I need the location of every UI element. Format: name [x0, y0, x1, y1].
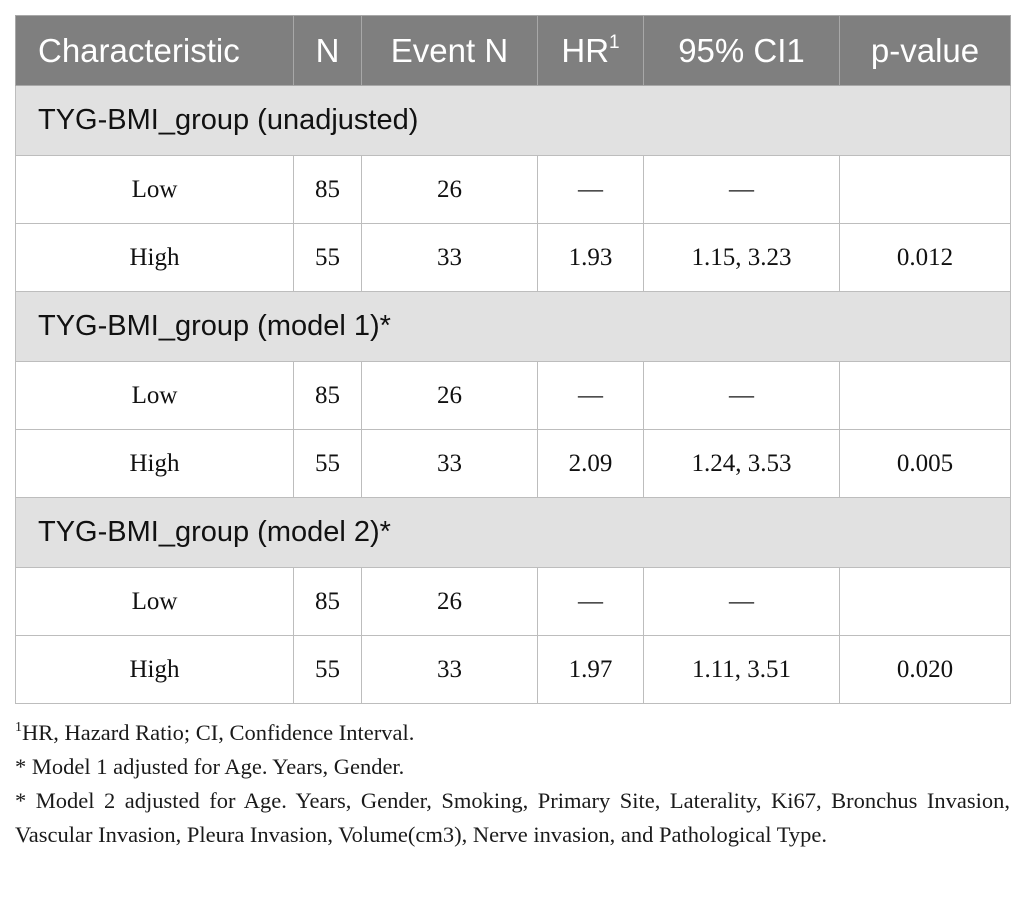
- header-n: N: [294, 16, 362, 86]
- group-label: TYG-BMI_group (model 2)*: [16, 498, 1011, 568]
- header-hr: [538, 16, 644, 86]
- cell-event-n: 26: [362, 156, 538, 224]
- cell-characteristic: High: [16, 430, 294, 498]
- cell-event-n: 33: [362, 430, 538, 498]
- group-row-model-2: [16, 498, 1011, 568]
- cell-n: 85: [294, 156, 362, 224]
- cell-n: 55: [294, 224, 362, 292]
- cell-p-value: [840, 156, 1011, 224]
- table-footnotes: [15, 716, 1010, 852]
- cell-p-value: 0.012: [840, 224, 1011, 292]
- header-p-value: p-value: [840, 16, 1011, 86]
- header-hr-label: HR: [561, 31, 610, 69]
- cell-p-value: [840, 362, 1011, 430]
- cell-event-n: 26: [362, 362, 538, 430]
- cell-p-value: [840, 568, 1011, 636]
- footnote-1-text: HR, Hazard Ratio; CI, Confidence Interval.: [22, 720, 415, 745]
- cell-n: 85: [294, 362, 362, 430]
- cell-n: 85: [294, 568, 362, 636]
- cell-n: 55: [294, 636, 362, 704]
- cell-ci: —: [644, 362, 840, 430]
- cell-event-n: 33: [362, 636, 538, 704]
- group-row-model-1: [16, 292, 1011, 362]
- footnote-1: [15, 716, 1010, 750]
- footnote-2: * Model 1 adjusted for Age. Years, Gender.: [15, 754, 405, 779]
- cell-hr: 1.97: [538, 636, 644, 704]
- cell-hr: 1.93: [538, 224, 644, 292]
- table-row: [16, 430, 1011, 498]
- cell-characteristic: Low: [16, 568, 294, 636]
- cell-ci: 1.15, 3.23: [644, 224, 840, 292]
- table-row: [16, 156, 1011, 224]
- header-characteristic: Characteristic: [16, 16, 294, 86]
- group-label: TYG-BMI_group (unadjusted): [16, 86, 1011, 156]
- cell-ci: 1.11, 3.51: [644, 636, 840, 704]
- group-row-unadjusted: [16, 86, 1011, 156]
- cell-hr: —: [538, 362, 644, 430]
- cell-event-n: 26: [362, 568, 538, 636]
- cell-hr: —: [538, 568, 644, 636]
- footnote-1-marker: 1: [15, 720, 22, 735]
- table-row: [16, 636, 1011, 704]
- table-row: [16, 224, 1011, 292]
- cell-characteristic: Low: [16, 362, 294, 430]
- cell-hr: 2.09: [538, 430, 644, 498]
- cell-ci: —: [644, 568, 840, 636]
- cell-p-value: 0.005: [840, 430, 1011, 498]
- cell-ci: 1.24, 3.53: [644, 430, 840, 498]
- cell-hr: —: [538, 156, 644, 224]
- cell-characteristic: High: [16, 636, 294, 704]
- cell-characteristic: High: [16, 224, 294, 292]
- table-row: [16, 362, 1011, 430]
- header-row: [16, 16, 1011, 86]
- cell-n: 55: [294, 430, 362, 498]
- cell-characteristic: Low: [16, 156, 294, 224]
- cell-p-value: 0.020: [840, 636, 1011, 704]
- results-table-container: [15, 15, 1010, 852]
- header-hr-footnote-marker: 1: [609, 31, 620, 53]
- hazard-ratio-table: [15, 15, 1011, 704]
- header-event-n: Event N: [362, 16, 538, 86]
- header-ci: 95% CI1: [644, 16, 840, 86]
- group-label: TYG-BMI_group (model 1)*: [16, 292, 1011, 362]
- table-row: [16, 568, 1011, 636]
- footnote-3: * Model 2 adjusted for Age. Years, Gender, Smoking, Primary Site, Laterality, Ki67, Bronchus Invasion, Vascular Invasion, Pleura Invasion, Volume(cm3), Nerve invasion, and Pathological Type.: [15, 788, 1010, 847]
- cell-ci: —: [644, 156, 840, 224]
- cell-event-n: 33: [362, 224, 538, 292]
